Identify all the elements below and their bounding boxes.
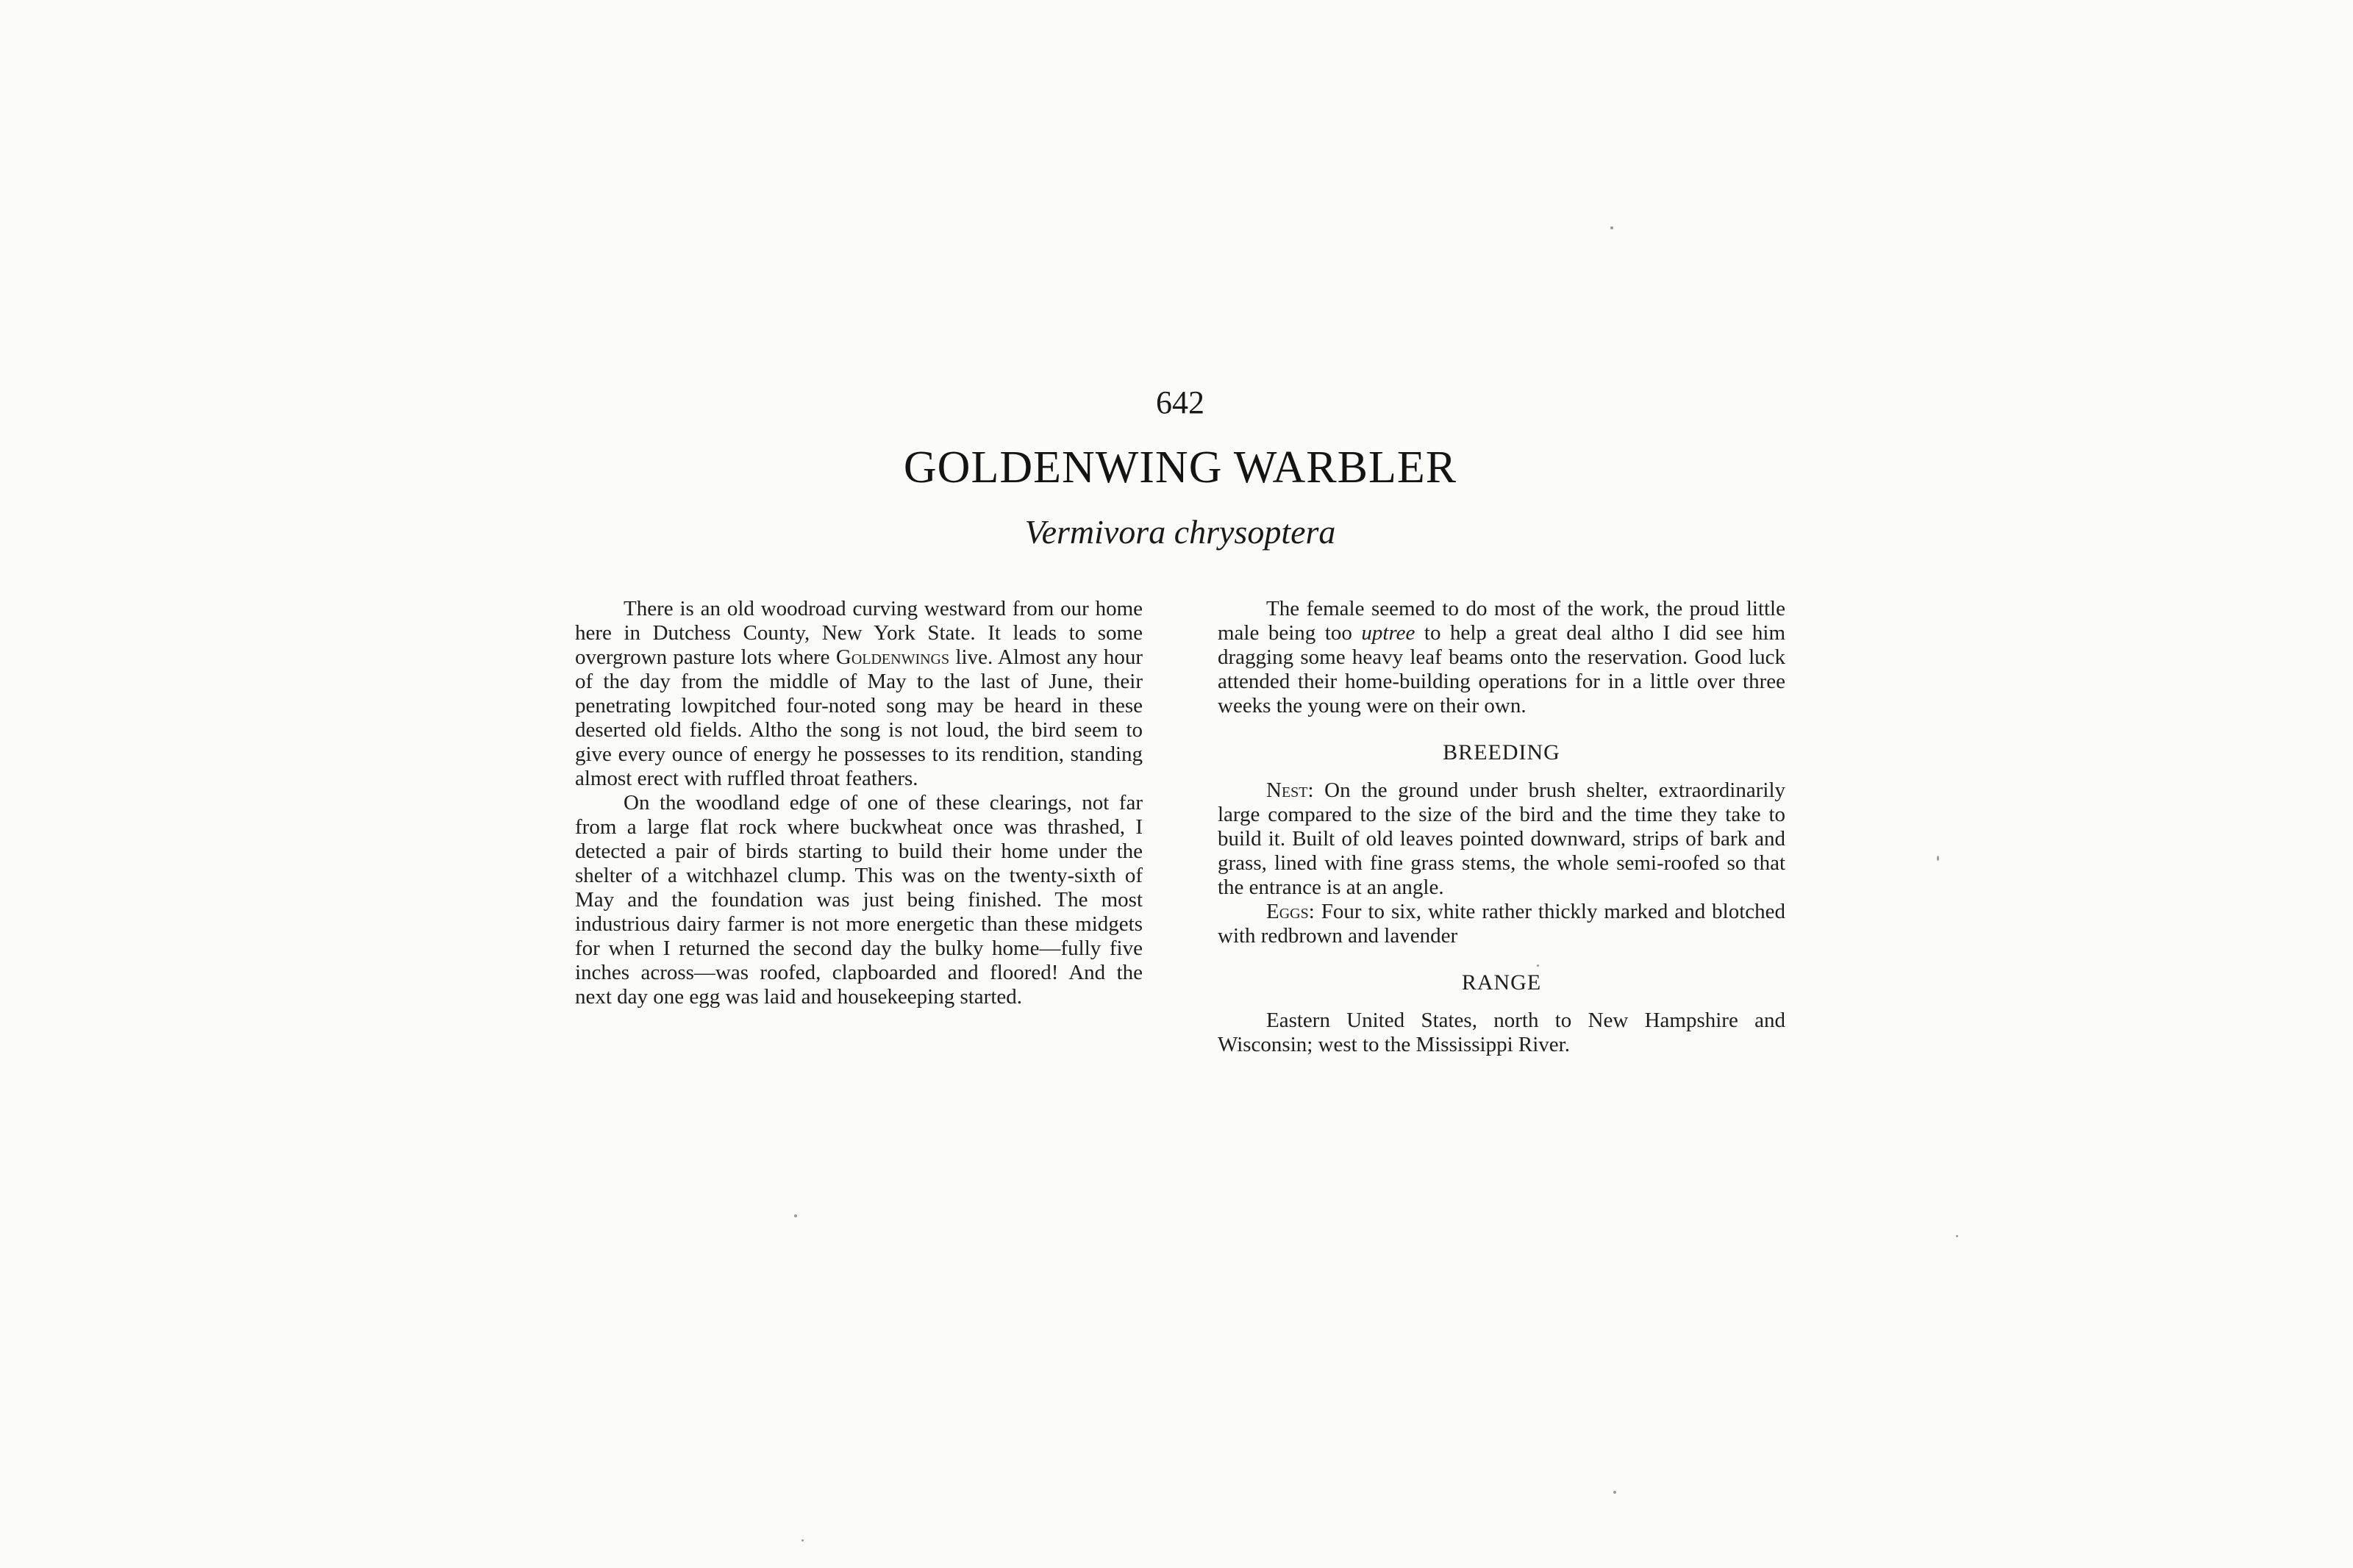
paragraph: The female seemed to do most of the work, the proud little male being too uptree to help a great deal altho I did see him dragging some heavy leaf beams onto the reservation. Good luck attended their home-building operations for in a little over three weeks the young were on their own. [1218, 597, 1785, 717]
paragraph: On the woodland edge of one of these clearings, not far from a large flat rock where buckwheat once was thrashed, I detected a pair of birds starting to build their home under the shelter of a witchhazel clump. This was on the twenty-sixth of May and the foundation was just being finished. The most industrious dairy farmer is not more energetic than these midgets for when I returned the second day the bulky home—fully five inches across—was roofed, clapboarded and floored! And the next day one egg was laid and housekeeping started. [575, 791, 1143, 1009]
paper-speck [1610, 226, 1613, 229]
small-caps-term: Goldenwings [835, 645, 950, 669]
show-through-mark [434, 809, 559, 831]
paper-speck [801, 1539, 804, 1542]
nest-paragraph: Nest: On the ground under brush shelter, extraordinarily large compared to the size of the bird and the time they take to build it. Built of old leaves pointed downward, strips of bark and grass, lined with fine grass stems, the whole semi-roofed so that the entrance is at an angle. [1218, 778, 1785, 899]
show-through-mark [1132, 1354, 1221, 1373]
page-title: GOLDENWING WARBLER [903, 443, 1457, 493]
section-heading-breeding: BREEDING [1443, 740, 1560, 765]
paper-speck [1956, 1235, 1958, 1237]
paper-speck [1613, 1491, 1616, 1494]
left-text-column [575, 597, 1143, 1009]
right-text-column [1218, 597, 1785, 1057]
page-number: 642 [1156, 384, 1204, 420]
show-through-mark [1868, 816, 1956, 838]
eggs-paragraph: Eggs: Four to six, white rather thickly marked and blotched with redbrown and lavender [1218, 900, 1785, 948]
eggs-label: Eggs [1266, 900, 1309, 923]
paper-speck [794, 1214, 797, 1217]
paragraph: There is an old woodroad curving westward from our home here in Dutchess County, New York State. It leads to some overgrown pasture lots where Goldenwings live. Almost any hour of the day from the middle of May to the last of June, their penetrating lowpitched four-noted song may be heard in these deserted old fields. Altho the song is not loud, the bird seem to give every ounce of energy he possesses to its rendition, standing almost erect with ruffled throat feathers. [575, 597, 1143, 790]
scientific-name: Vermivora chrysoptera [1024, 513, 1336, 551]
nest-label: Nest [1266, 778, 1308, 802]
range-paragraph: Eastern United States, north to New Hampshire and Wisconsin; west to the Mississippi River. [1218, 1009, 1785, 1056]
show-through-caption [1029, 1288, 1338, 1317]
section-heading-range: RANGE [1461, 970, 1542, 995]
italic-term: uptree [1361, 621, 1415, 645]
paper-speck [1937, 856, 1939, 861]
